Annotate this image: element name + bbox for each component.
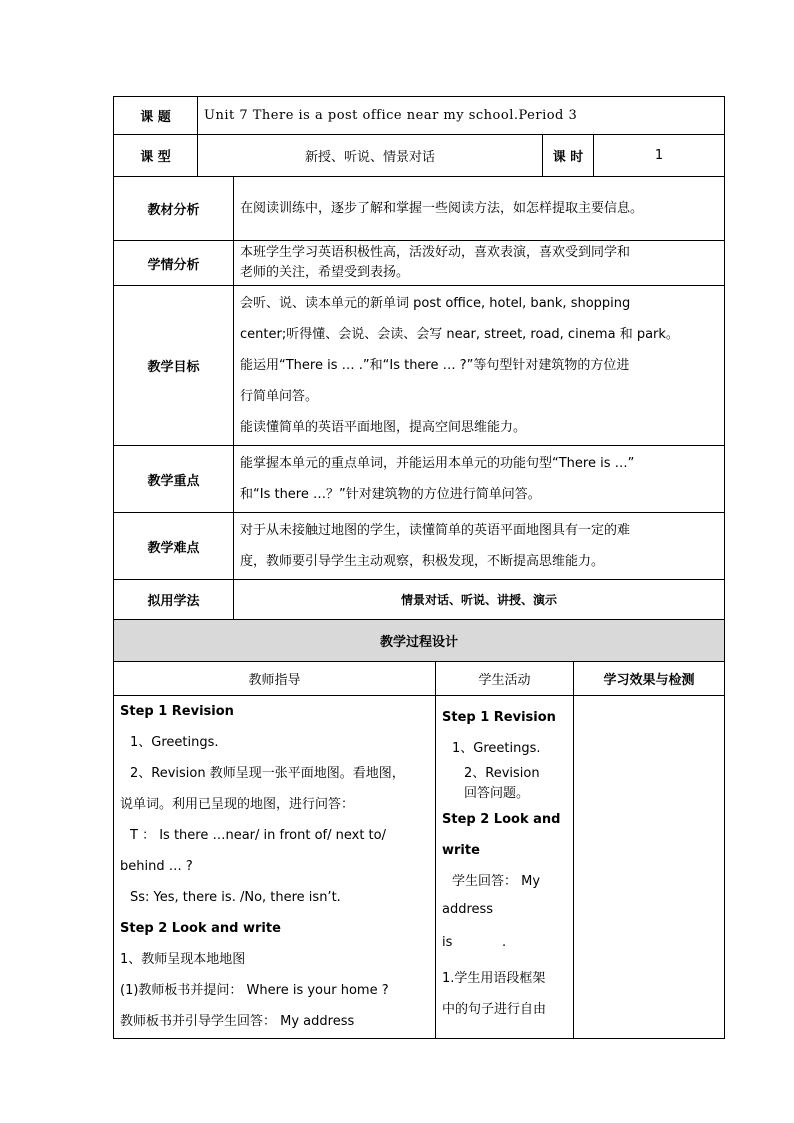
student-line: 学生回答： My: [452, 874, 541, 889]
row-label: 教学重点: [114, 446, 234, 513]
row-key-points: [114, 446, 725, 513]
type-label: 课 型: [114, 135, 198, 177]
title-value: Unit 7 There is a post office near my school.Period 3: [198, 97, 725, 135]
row-content: [234, 177, 725, 241]
teacher-guidance-cell: [114, 696, 436, 1039]
teacher-line: (1)教师板书并提问： Where is your home ?: [120, 983, 389, 998]
student-line: write: [442, 843, 480, 858]
row-line: 老师的关注，希望受到表扬。: [240, 265, 410, 280]
student-column-header: 学生活动: [436, 662, 574, 696]
row-material-analysis: [114, 177, 725, 241]
teacher-line: 1、教师呈现本地地图: [120, 952, 246, 967]
row-line: 能读懂简单的英语平面地图，提高空间思维能力。: [240, 420, 527, 435]
row-line: 对于从未接触过地图的学生，读懂简单的英语平面地图具有一定的难: [240, 523, 631, 538]
process-header-row: [114, 662, 725, 696]
effect-column-header: 学习效果与检测: [574, 662, 725, 696]
row-label: 拟用学法: [114, 580, 234, 620]
row-teaching-goals: [114, 286, 725, 446]
student-line: address: [442, 902, 494, 917]
student-line: 1、Greetings.: [452, 741, 541, 756]
row-line: center;听得懂、会说、会读、会写 near, street, road, cinema 和 park。: [240, 327, 679, 342]
row-line: 行简单问答。: [240, 389, 319, 404]
teacher-line: Step 2 Look and write: [120, 921, 281, 936]
row-content: [234, 241, 725, 286]
row-student-analysis: [114, 241, 725, 286]
row-label: 教学难点: [114, 513, 234, 580]
process-title: 教学过程设计: [114, 620, 725, 662]
row-label: 学情分析: [114, 241, 234, 286]
student-line: Step 1 Revision: [442, 710, 556, 725]
teacher-column-header: 教师指导: [114, 662, 436, 696]
student-line: 2、Revision: [464, 766, 540, 781]
title-row: [114, 97, 725, 135]
row-difficulties: [114, 513, 725, 580]
row-line: 能掌握本单元的重点单词，并能运用本单元的功能句型“There is …”: [240, 456, 635, 471]
teacher-line: Step 1 Revision: [120, 704, 234, 719]
type-value: 新授、听说、情景对话: [198, 135, 543, 177]
teacher-line: 1、Greetings.: [130, 735, 219, 750]
row-line: 本班学生学习英语积极性高，活泼好动，喜欢表演，喜欢受到同学和: [240, 245, 631, 260]
student-activity-cell: [436, 696, 574, 1039]
teacher-line: 教师板书并引导学生回答： My address: [120, 1014, 355, 1029]
row-content: 情景对话、听说、讲授、演示: [234, 580, 725, 620]
hours-label: 课 时: [543, 135, 594, 177]
student-line: is .: [442, 935, 507, 950]
row-line: 和“Is there …？”针对建筑物的方位进行简单问答。: [240, 487, 541, 502]
student-line: 回答问题。: [464, 786, 530, 801]
title-label: 课 题: [114, 97, 198, 135]
type-row: [114, 135, 725, 177]
row-line: 在阅读训练中，逐步了解和掌握一些阅读方法，如怎样提取主要信息。: [240, 201, 644, 216]
row-content: [234, 286, 725, 446]
hours-value: 1: [594, 135, 725, 177]
teacher-line: 2、Revision 教师呈现一张平面地图。看地图，: [130, 766, 405, 781]
teacher-line: behind … ?: [120, 859, 193, 874]
row-line: 能运用“There is … .”和“Is there … ?”等句型针对建筑物的方位进: [240, 358, 630, 373]
row-label: 教材分析: [114, 177, 234, 241]
row-label: 教学目标: [114, 286, 234, 446]
student-line: Step 2 Look and: [442, 812, 561, 827]
row-content: [234, 446, 725, 513]
row-study-methods: [114, 580, 725, 620]
process-content-row: [114, 696, 725, 1039]
learning-effect-cell: [574, 696, 725, 1039]
row-content: [234, 513, 725, 580]
student-line: 中的句子进行自由: [442, 1002, 547, 1017]
teacher-line: Ss: Yes, there is. /No, there isn’t.: [130, 890, 341, 905]
row-line: 会听、说、读本单元的新单词 post office, hotel, bank, shopping: [240, 296, 631, 311]
process-band: [114, 620, 725, 662]
lesson-plan-table: [113, 96, 725, 1039]
row-line: 度，教师要引导学生主动观察，积极发现，不断提高思维能力。: [240, 554, 605, 569]
student-line: 1.学生用语段框架: [442, 971, 546, 986]
teacher-line: 说单词。利用已呈现的地图，进行问答：: [120, 797, 355, 812]
teacher-line: T ： Is there …near/ in front of/ next to/: [130, 828, 386, 843]
